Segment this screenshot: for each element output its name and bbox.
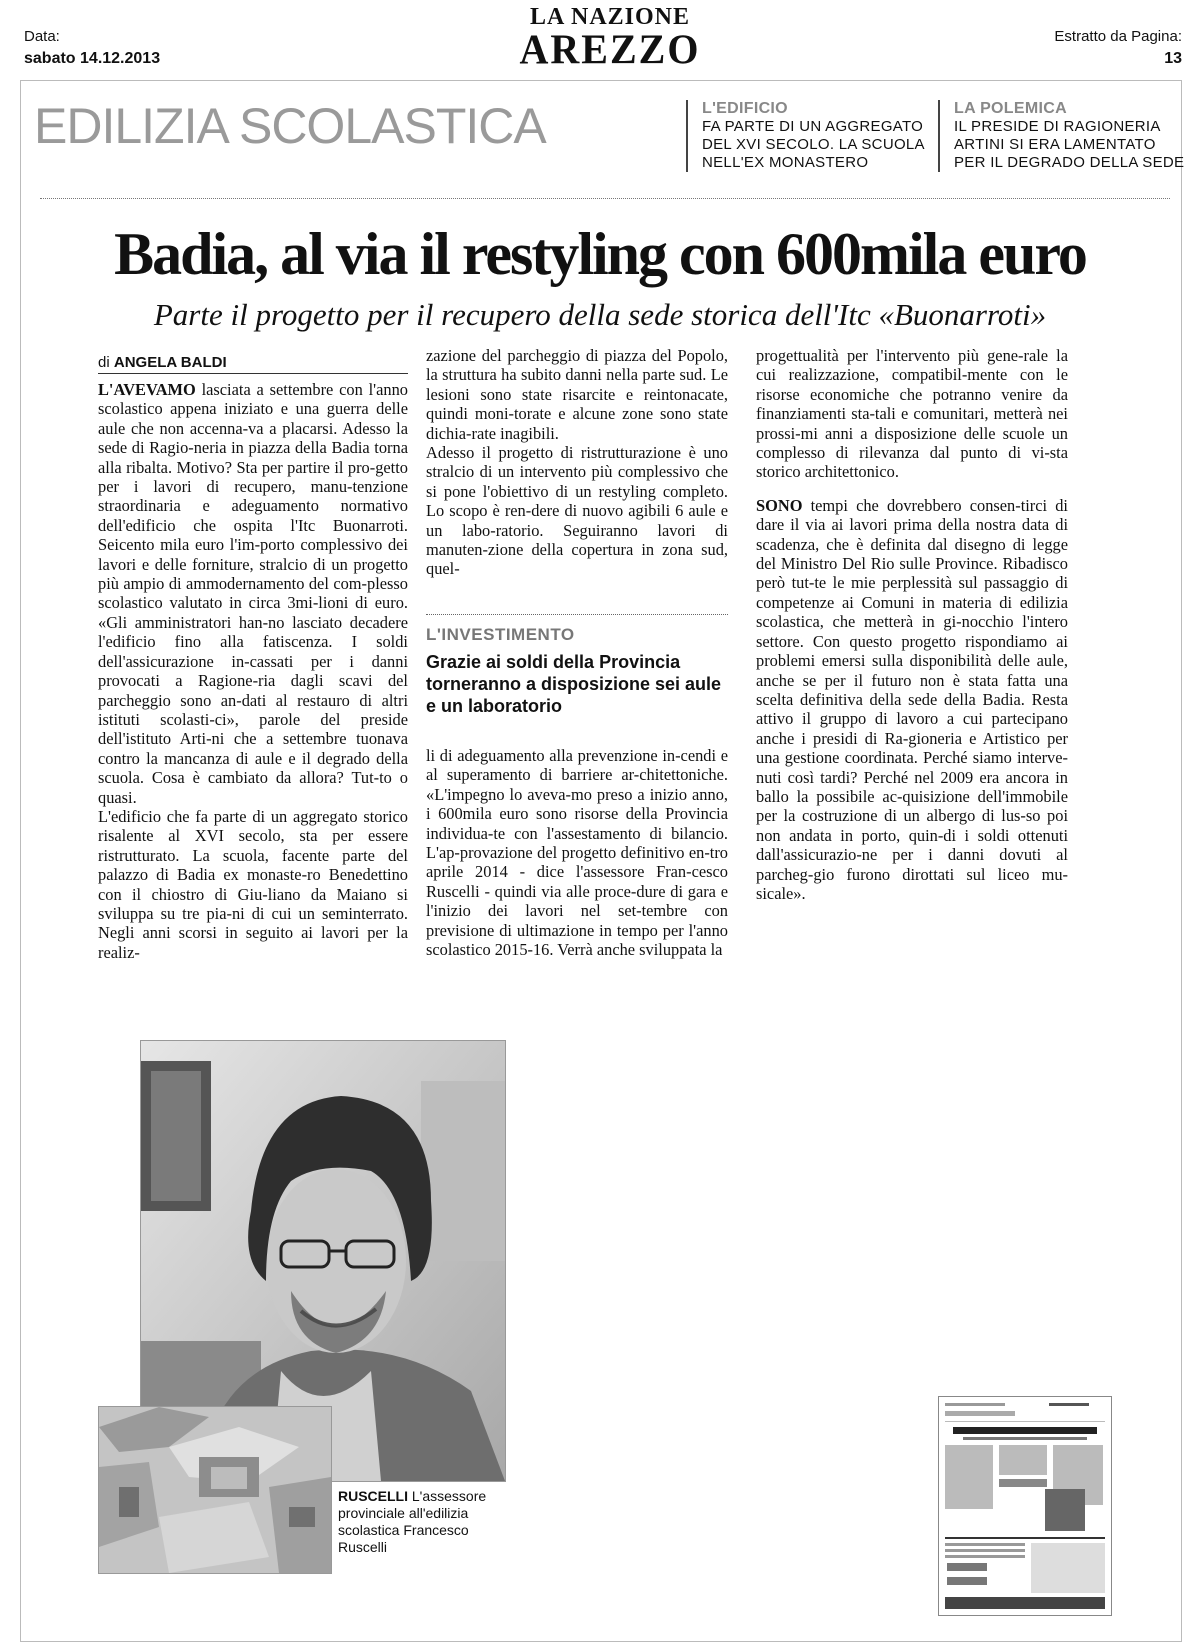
- paragraph-text: lasciata a settembre con l'anno scolastico appena iniziato e una guerra delle aule che non accenna-va a placarsi. Adesso la sede di Ragio-neria in piazza della Badia torna alla ribalta. Motivo? Sta per partire il pro-getto per i lavori di recupero, manu-tenzione straordinaria e adeguamento normativo dell'edificio che ospita l'Itc Buonarroti. Seicento mila euro l'im-porto complessivo dei lavori e delle forniture, stralcio di un progetto più ampio di ammodernamento del com-plesso scolastico valutato in circa 3mi-lioni di euro. «Gli amministratori han-no lasciato decadere l'edificio fino alla fatiscenza. I soldi dell'assicurazione in-cassati per i danni provocati a Ragione-ria dagli scavi del parcheggio sono an-dati al restauro di altri istituti scolasti-ci», parole del preside dell'istituto Arti-ni che a settembre tuonava contro la mancanza di aule e il degrado della scuola. Cosa è cambiato da allora? Tut-to o quasi.: [98, 380, 408, 807]
- kicker-polemica: [938, 100, 1194, 172]
- paragraph: progettualità per l'intervento più gene-rale la cui realizzazione, compatibil-mente con le risorse economiche che potranno venire da finanziamenti sta-tali e comunitari, metterà nei prossi-mi anni a disposizione delle scuole un complesso di rilevanza dal punto di vi-sta storico architettonico.: [756, 346, 1068, 482]
- masthead-city: AREZZO: [519, 25, 701, 74]
- masthead: [460, 4, 760, 74]
- byline-author: ANGELA BALDI: [113, 354, 227, 371]
- headline: Badia, al via il restyling con 600mila euro: [114, 221, 1086, 287]
- section-divider: [40, 198, 1170, 199]
- article-column-3: [756, 346, 1068, 996]
- paragraph: [98, 380, 408, 807]
- caption-name: RUSCELLI: [338, 1488, 408, 1504]
- kicker-polemica-title: LA POLEMICA: [954, 100, 1067, 117]
- kicker-edificio-title: L'EDIFICIO: [702, 100, 788, 117]
- kicker-polemica-line: PER IL DEGRADO DELLA SEDE: [954, 154, 1185, 171]
- aerial-illustration: [99, 1407, 331, 1573]
- investment-box: [426, 614, 728, 717]
- investment-box-title: L'INVESTIMENTO: [426, 625, 575, 644]
- masthead-paper: LA NAZIONE: [529, 4, 691, 30]
- date-value: sabato 14.12.2013: [24, 50, 161, 67]
- paragraph-lead: SONO: [756, 495, 803, 515]
- date-block: [24, 26, 160, 70]
- paragraph: L'edificio che fa parte di un aggregato storico risalente al XVI secolo, sta per essere ristrutturato. La scuola, facente parte del palazzo di Badia ex monaste-ro Benedettino con il chiostro di Giu-liano da Maiano si sviluppa su tre pia-ni di cui un seminterrato. Negli anni scorsi in seguito ai lavori per la realiz-: [98, 806, 408, 962]
- aerial-photo: [98, 1406, 332, 1574]
- kicker-edificio: [686, 100, 942, 172]
- caption-text: L'assessore provinciale all'edilizia scolastica Francesco Ruscelli: [338, 1488, 487, 1555]
- section-title: EDILIZIA SCOLASTICA: [34, 98, 546, 154]
- page-number: 13: [1164, 50, 1182, 67]
- page-thumbnail: [938, 1396, 1112, 1616]
- page-label: Estratto da Pagina:: [1054, 28, 1182, 45]
- paragraph: [756, 496, 1068, 904]
- paragraph: Adesso il progetto di ristrutturazione è uno stralcio di un intervento più complessivo che si pone l'obiettivo di un restyling completo. Lo scopo è ren-dere di nuovo agibili 6 aule e un labo-ratorio. Seguiranno lavori di manuten-zione della copertura in zona sud, quel-: [426, 443, 728, 579]
- byline-prefix: di: [98, 354, 110, 371]
- investment-box-text: Grazie ai soldi della Provincia torneranno a disposizione sei aule e un laboratorio: [426, 652, 722, 716]
- paragraph: li di adeguamento alla prevenzione in-cendi e al superamento di barriere ar-chitettoniche. «L'impegno lo aveva-mo preso a inizio anno, i 600mila euro sono risorse della Provincia individua-te con l'assestamento di bilancio. L'ap-provazione del progetto definitivo en-tro aprile 2014 - dice l'assessore Fran-cesco Ruscelli - quindi via alle proce-dure di gara e l'inizio dei lavori nel set-tembre con previsione di ultimazione in tempo per l'anno scolastico 2015-16. Verrà anche sviluppata la: [426, 746, 728, 960]
- thumbnail-illustration: [939, 1397, 1111, 1615]
- article-column-2-bottom: [426, 746, 728, 1036]
- paragraph-lead: L'AVEVAMO: [98, 380, 196, 399]
- date-label: Data:: [24, 28, 60, 45]
- kicker-polemica-line: IL PRESIDE DI RAGIONERIA: [954, 118, 1161, 135]
- subheadline: Parte il progetto per il recupero della sede storica dell'Itc «Buonarroti»: [153, 297, 1047, 332]
- paragraph: zazione del parcheggio di piazza del Popolo, la struttura ha subito danni nella parte sud. Le lesioni sono state risarcite e reintonacate, quindi moni-torate e alcune zone sono state dichia-rate inagibili.: [426, 346, 728, 443]
- paragraph-text: tempi che dovrebbero consen-tirci di dare il via ai lavori prima della nostra data di scadenza, che è definita dal disegno di legge del Ministro Del Rio sulle Province. Ribadisco però tut-te le mie perplessità sul passaggio di competenze ai Comuni in materia di edilizia scolastica, che metterà in gi-nocchio l'intero settore. Con questo progetto rispondiamo ai problemi emersi sulla disponibilità delle aule, anche se per il futuro non è stata fatta una scelta definitiva della sede della Badia. Resta attivo il gruppo di lavoro a cui partecipano anche i presidi di Ra-gioneria e Artistico per una gestione coordinata. Perché siamo interve-nuti così tardi? Perché nel 2009 era ancora in ballo la possibile ac-quisizione dell'immobile per la costruzione di un albergo di lus-so poi non andata in porto, quin-di i soldi ottenuti dall'assicurazio-ne per i danni dovuti al parcheg-gio furono dirottati sul liceo mu-sicale».: [756, 495, 1068, 903]
- kicker-polemica-line: ARTINI SI ERA LAMENTATO: [954, 136, 1156, 153]
- photo-caption: [338, 1488, 508, 1556]
- kicker-edificio-line: FA PARTE DI UN AGGREGATO: [702, 118, 924, 135]
- article-column-2-top: [426, 346, 728, 600]
- kicker-edificio-line: DEL XVI SECOLO. LA SCUOLA: [702, 136, 925, 153]
- article-column-1: [98, 380, 408, 1038]
- kicker-edificio-line: NELL'EX MONASTERO: [702, 154, 869, 171]
- byline: [98, 354, 408, 374]
- page-block: [1054, 26, 1182, 70]
